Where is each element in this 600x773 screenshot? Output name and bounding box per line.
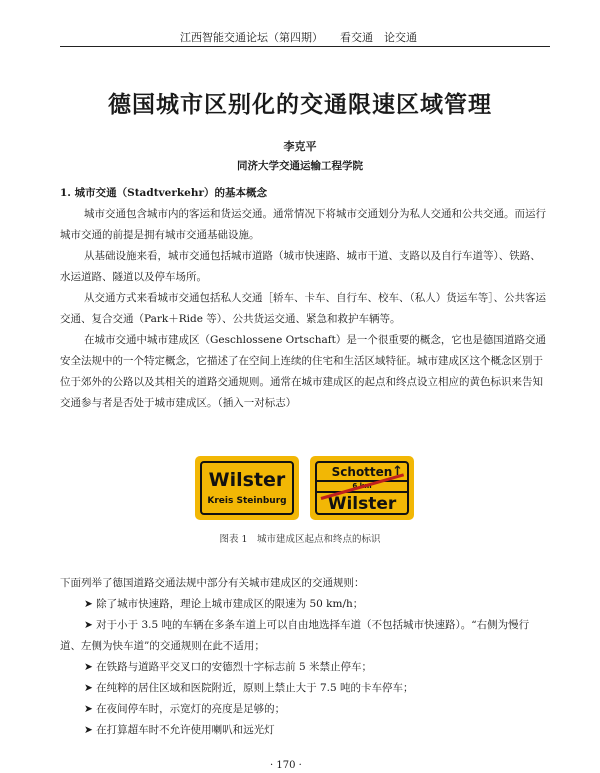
entry-sign-town: Wilster <box>208 469 286 491</box>
town-entry-sign <box>195 456 299 520</box>
exit-sign-distance: 6 km <box>352 482 372 490</box>
paragraph: 从基础设施来看，城市交通包括城市道路（城市快速路、城市干道、支路以及自行车道等）、铁路、水运道路、隧道以及停车场所。 <box>60 250 541 283</box>
list-item: ➤ 除了城市快速路，理论上城市建成区的限速为 50 km/h； <box>84 598 364 610</box>
running-header <box>60 26 550 47</box>
list-item: ➤ 在铁路与道路平交叉口的安德烈十字标志前 5 米禁止停车； <box>84 661 372 673</box>
paragraph: 城市交通包含城市内的客运和货运交通。通常情况下将城市交通划分为私人交通和公共交通。而运行城市交通的前提是拥有城市交通基础设施。 <box>60 208 546 241</box>
list-item: ➤ 在纯粹的居住区域和医院附近，原则上禁止大于 7.5 吨的卡车停车； <box>84 682 414 694</box>
page-number: · 170 · <box>270 760 302 771</box>
paragraph: 在城市交通中城市建成区（Geschlossene Ortschaft）是一个很重要的概念，它也是德国道路交通安全法规中的一个特定概念，它描述了在空间上连续的住宅和生活区域特征。城市建成区这个概念区别于位于郊外的公路以及其相关的道路交通规则。通常在城市建成区的起点和终点设立相应的黄色标识来告知交通参与者是否处于城市建成区。（插入一对标志） <box>60 334 546 409</box>
journal-name: 江西智能交通论坛（第四期） <box>180 31 323 44</box>
town-signs-figure <box>195 456 415 518</box>
arrow-up-icon: ↑ <box>392 464 403 479</box>
list-item: ➤ 对于小于 3.5 吨的车辆在多条车道上可以自由地选择车道（不包括城市快速路）。“右侧为慢行道、左侧为快车道”的交通规则在此不适用； <box>60 619 530 652</box>
author-affiliation: 同济大学交通运输工程学院 <box>237 160 363 172</box>
town-exit-sign <box>310 456 414 520</box>
section-heading: 1. 城市交通（Stadtverkehr）的基本概念 <box>60 187 267 199</box>
author-name: 李克平 <box>283 140 317 153</box>
body-part-2 <box>60 573 548 741</box>
exit-sign-town: Wilster <box>327 494 397 514</box>
figure-caption: 图表 1 城市建成区起点和终点的标识 <box>219 534 381 545</box>
body-part-1 <box>60 183 548 414</box>
paragraph: 从交通方式来看城市交通包括私人交通［轿车、卡车、自行车、校车、（私人）货运车等］、公共客运交通、复合交通（Park＋Ride 等）、公共货运交通、紧急和救护车辆等。 <box>60 292 546 325</box>
entry-sign-district: Kreis Steinburg <box>207 496 287 506</box>
article-title: 德国城市区别化的交通限速区域管理 <box>108 91 492 118</box>
list-item: ➤ 在打算超车时不允许使用喇叭和远光灯 <box>84 724 275 736</box>
exit-sign-next-town: Schotten <box>331 465 393 479</box>
section-name: 看交通 论交通 <box>340 31 417 44</box>
list-item: ➤ 在夜间停车时，示宽灯的亮度是足够的； <box>84 703 286 715</box>
list-intro: 下面列举了德国道路交通法规中部分有关城市建成区的交通规则： <box>60 577 365 589</box>
